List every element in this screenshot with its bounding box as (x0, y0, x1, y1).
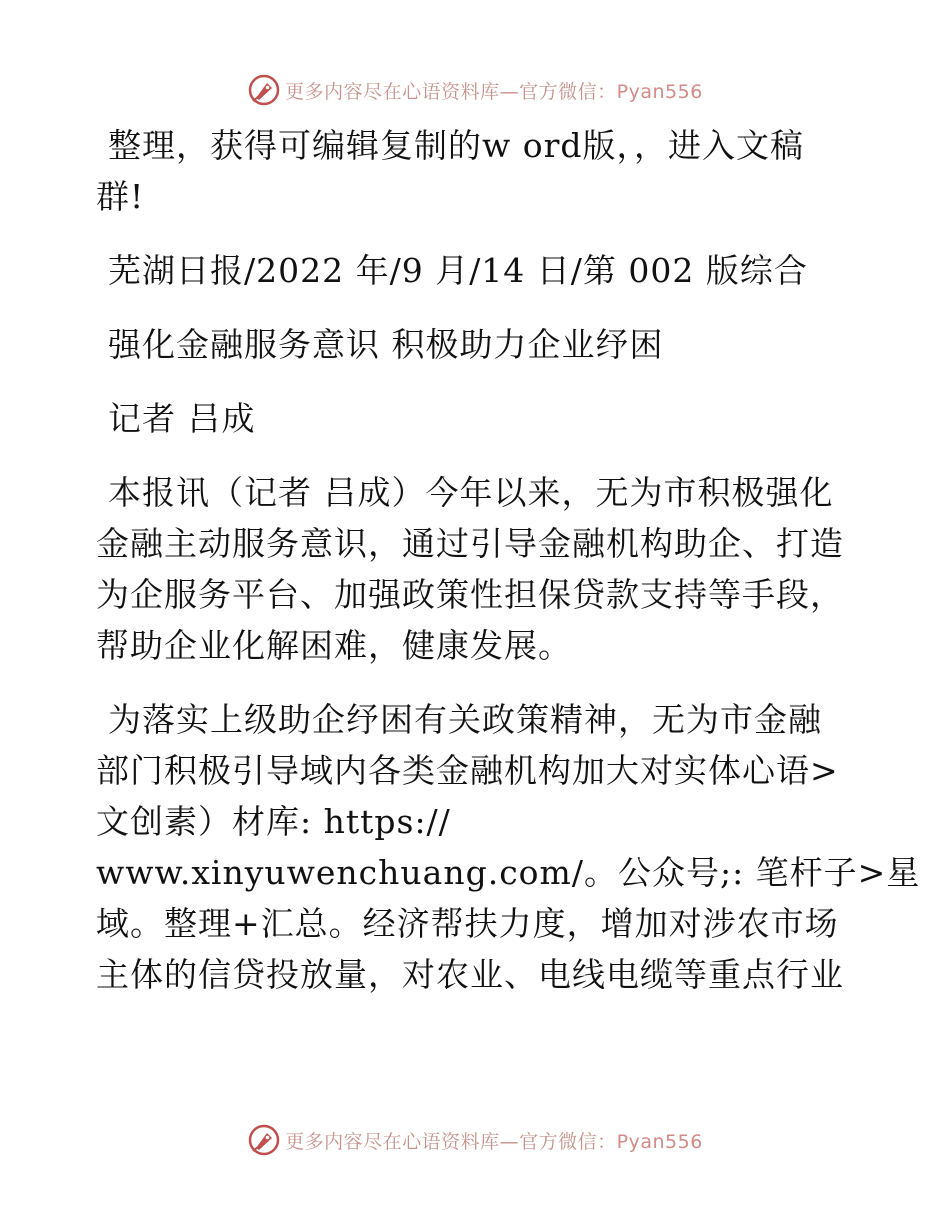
source-line (96, 245, 856, 296)
text-line: 本报讯（记者 吕成）今年以来，无为市积极强化 (108, 473, 834, 512)
header-watermark-banner (0, 70, 950, 110)
text-line: 部门积极引导域内各类金融机构加大对实体心语> (96, 751, 839, 790)
intro-paragraph (96, 120, 856, 222)
paragraph-1 (96, 467, 856, 671)
text-line: 域。整理+汇总。经济帮扶力度，增加对涉农市场 (96, 904, 839, 943)
text-line: 主体的信贷投放量，对农业、电线电缆等重点行业 (96, 955, 844, 994)
text-line: 为企服务平台、加强政策性担保贷款支持等手段， (96, 575, 844, 614)
text-line: 整理，获得可编辑复制的w ord版，，进入文稿 (108, 126, 805, 165)
paragraph-2 (96, 694, 921, 1000)
headline (96, 319, 856, 370)
text-line: 金融主动服务意识，通过引导金融机构助企、打造 (96, 524, 844, 563)
text-line: www.xinyuwenchuang.com/。公众号;: 笔杆子>星 (96, 853, 921, 892)
text-line: 芜湖日报/2022 年/9 月/14 日/第 002 版综合 (108, 251, 808, 290)
text-line: 为落实上级助企纾困有关政策精神，无为市金融 (108, 700, 822, 739)
watermark-text: 更多内容尽在心语资料库—官方微信：Pyan556 (285, 1130, 703, 1153)
text-line: 记者 吕成 (108, 399, 256, 438)
pen-nib-logo-icon (247, 1123, 281, 1157)
text-line: 强化金融服务意识 积极助力企业纾困 (108, 325, 664, 364)
wechat-handle: Pyan556 (616, 80, 703, 103)
watermark-text: 更多内容尽在心语资料库—官方微信：Pyan556 (285, 80, 703, 103)
footer-watermark-banner (0, 1120, 950, 1160)
text-line: 群! (96, 177, 145, 216)
byline (96, 393, 856, 444)
text-line: 帮助企业化解困难，健康发展。 (96, 626, 572, 665)
text-line: 文创素）材库: https:// (96, 802, 451, 841)
document-body (96, 120, 921, 1000)
pen-nib-logo-icon (247, 73, 281, 107)
wechat-handle: Pyan556 (616, 1130, 703, 1153)
